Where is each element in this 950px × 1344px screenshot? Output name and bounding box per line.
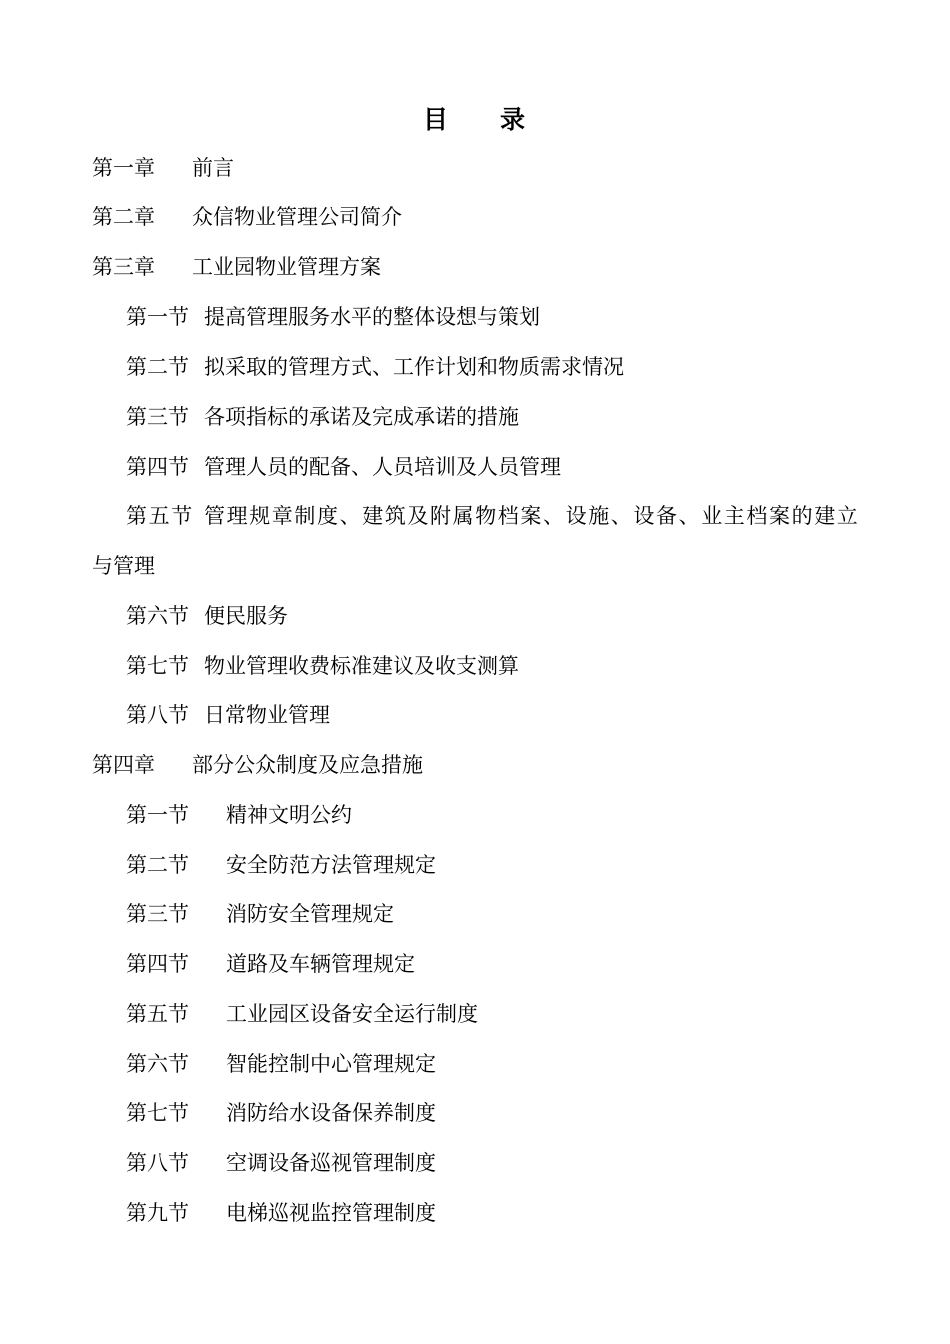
section-number: 第九节 [126,1201,189,1225]
section-title: 管理人员的配备、人员培训及人员管理 [204,455,561,479]
section-number: 第四节 [126,455,189,479]
toc-ch3-section-5-continuation [92,551,155,581]
section-title: 拟采取的管理方式、工作计划和物质需求情况 [204,355,624,379]
toc-ch3-section-2 [126,352,624,382]
chapter-title: 前言 [192,156,234,180]
section-title: 管理规章制度、建筑及附属物档案、设施、设备、业主档案的建立 [204,504,860,528]
toc-ch3-section-7 [126,651,519,681]
section-number: 第三节 [126,405,189,429]
toc-title [0,100,950,136]
section-number: 第六节 [126,604,189,628]
toc-ch4-section-4 [126,949,415,979]
chapter-title: 工业园物业管理方案 [192,255,381,279]
section-title: 提高管理服务水平的整体设想与策划 [204,305,540,329]
chapter-title: 部分公众制度及应急措施 [192,753,423,777]
toc-ch3-section-8 [126,700,330,730]
section-number: 第八节 [126,1151,189,1175]
toc-ch3-section-4 [126,452,561,482]
toc-chapter-4 [92,750,423,780]
section-number: 第六节 [126,1052,189,1076]
section-number: 第五节 [126,1002,189,1026]
toc-ch4-section-2 [126,850,436,880]
section-number: 第一节 [126,803,189,827]
section-title: 各项指标的承诺及完成承诺的措施 [204,405,519,429]
toc-ch3-section-3 [126,402,519,432]
section-number: 第五节 [126,504,194,528]
section-title: 道路及车辆管理规定 [226,952,415,976]
toc-ch4-section-9 [126,1198,436,1228]
chapter-title: 众信物业管理公司简介 [192,205,402,229]
section-number: 第三节 [126,902,189,926]
section-title: 精神文明公约 [226,803,352,827]
toc-ch4-section-1 [126,800,352,830]
section-number: 第二节 [126,355,189,379]
toc-ch4-section-8 [126,1148,436,1178]
section-number: 第四节 [126,952,189,976]
toc-ch3-section-1 [126,302,540,332]
section-number: 第一节 [126,305,189,329]
toc-title-char-2: 录 [500,105,528,134]
section-title: 物业管理收费标准建议及收支测算 [204,654,519,678]
chapter-number: 第二章 [92,205,155,229]
section-title: 便民服务 [204,604,288,628]
toc-ch4-section-7 [126,1098,436,1128]
toc-ch3-section-5 [126,501,859,531]
section-number: 第八节 [126,703,189,727]
section-title: 安全防范方法管理规定 [226,853,436,877]
chapter-number: 第四章 [92,753,155,777]
toc-title-char-1: 目 [422,105,450,134]
toc-chapter-2 [92,202,402,232]
toc-ch4-section-3 [126,899,394,929]
toc-ch4-section-5 [126,999,478,1029]
section-title: 消防给水设备保养制度 [226,1101,436,1125]
section-title: 日常物业管理 [204,703,330,727]
chapter-number: 第三章 [92,255,155,279]
toc-ch3-section-6 [126,601,288,631]
section-title: 工业园区设备安全运行制度 [226,1002,478,1026]
section-title: 智能控制中心管理规定 [226,1052,436,1076]
toc-ch4-section-6 [126,1049,436,1079]
section-title: 消防安全管理规定 [226,902,394,926]
section-title-continuation: 与管理 [92,554,155,578]
chapter-number: 第一章 [92,156,155,180]
section-title: 电梯巡视监控管理制度 [226,1201,436,1225]
section-number: 第七节 [126,1101,189,1125]
toc-chapter-3 [92,252,381,282]
section-number: 第二节 [126,853,189,877]
toc-chapter-1 [92,153,234,183]
section-number: 第七节 [126,654,189,678]
section-title: 空调设备巡视管理制度 [226,1151,436,1175]
